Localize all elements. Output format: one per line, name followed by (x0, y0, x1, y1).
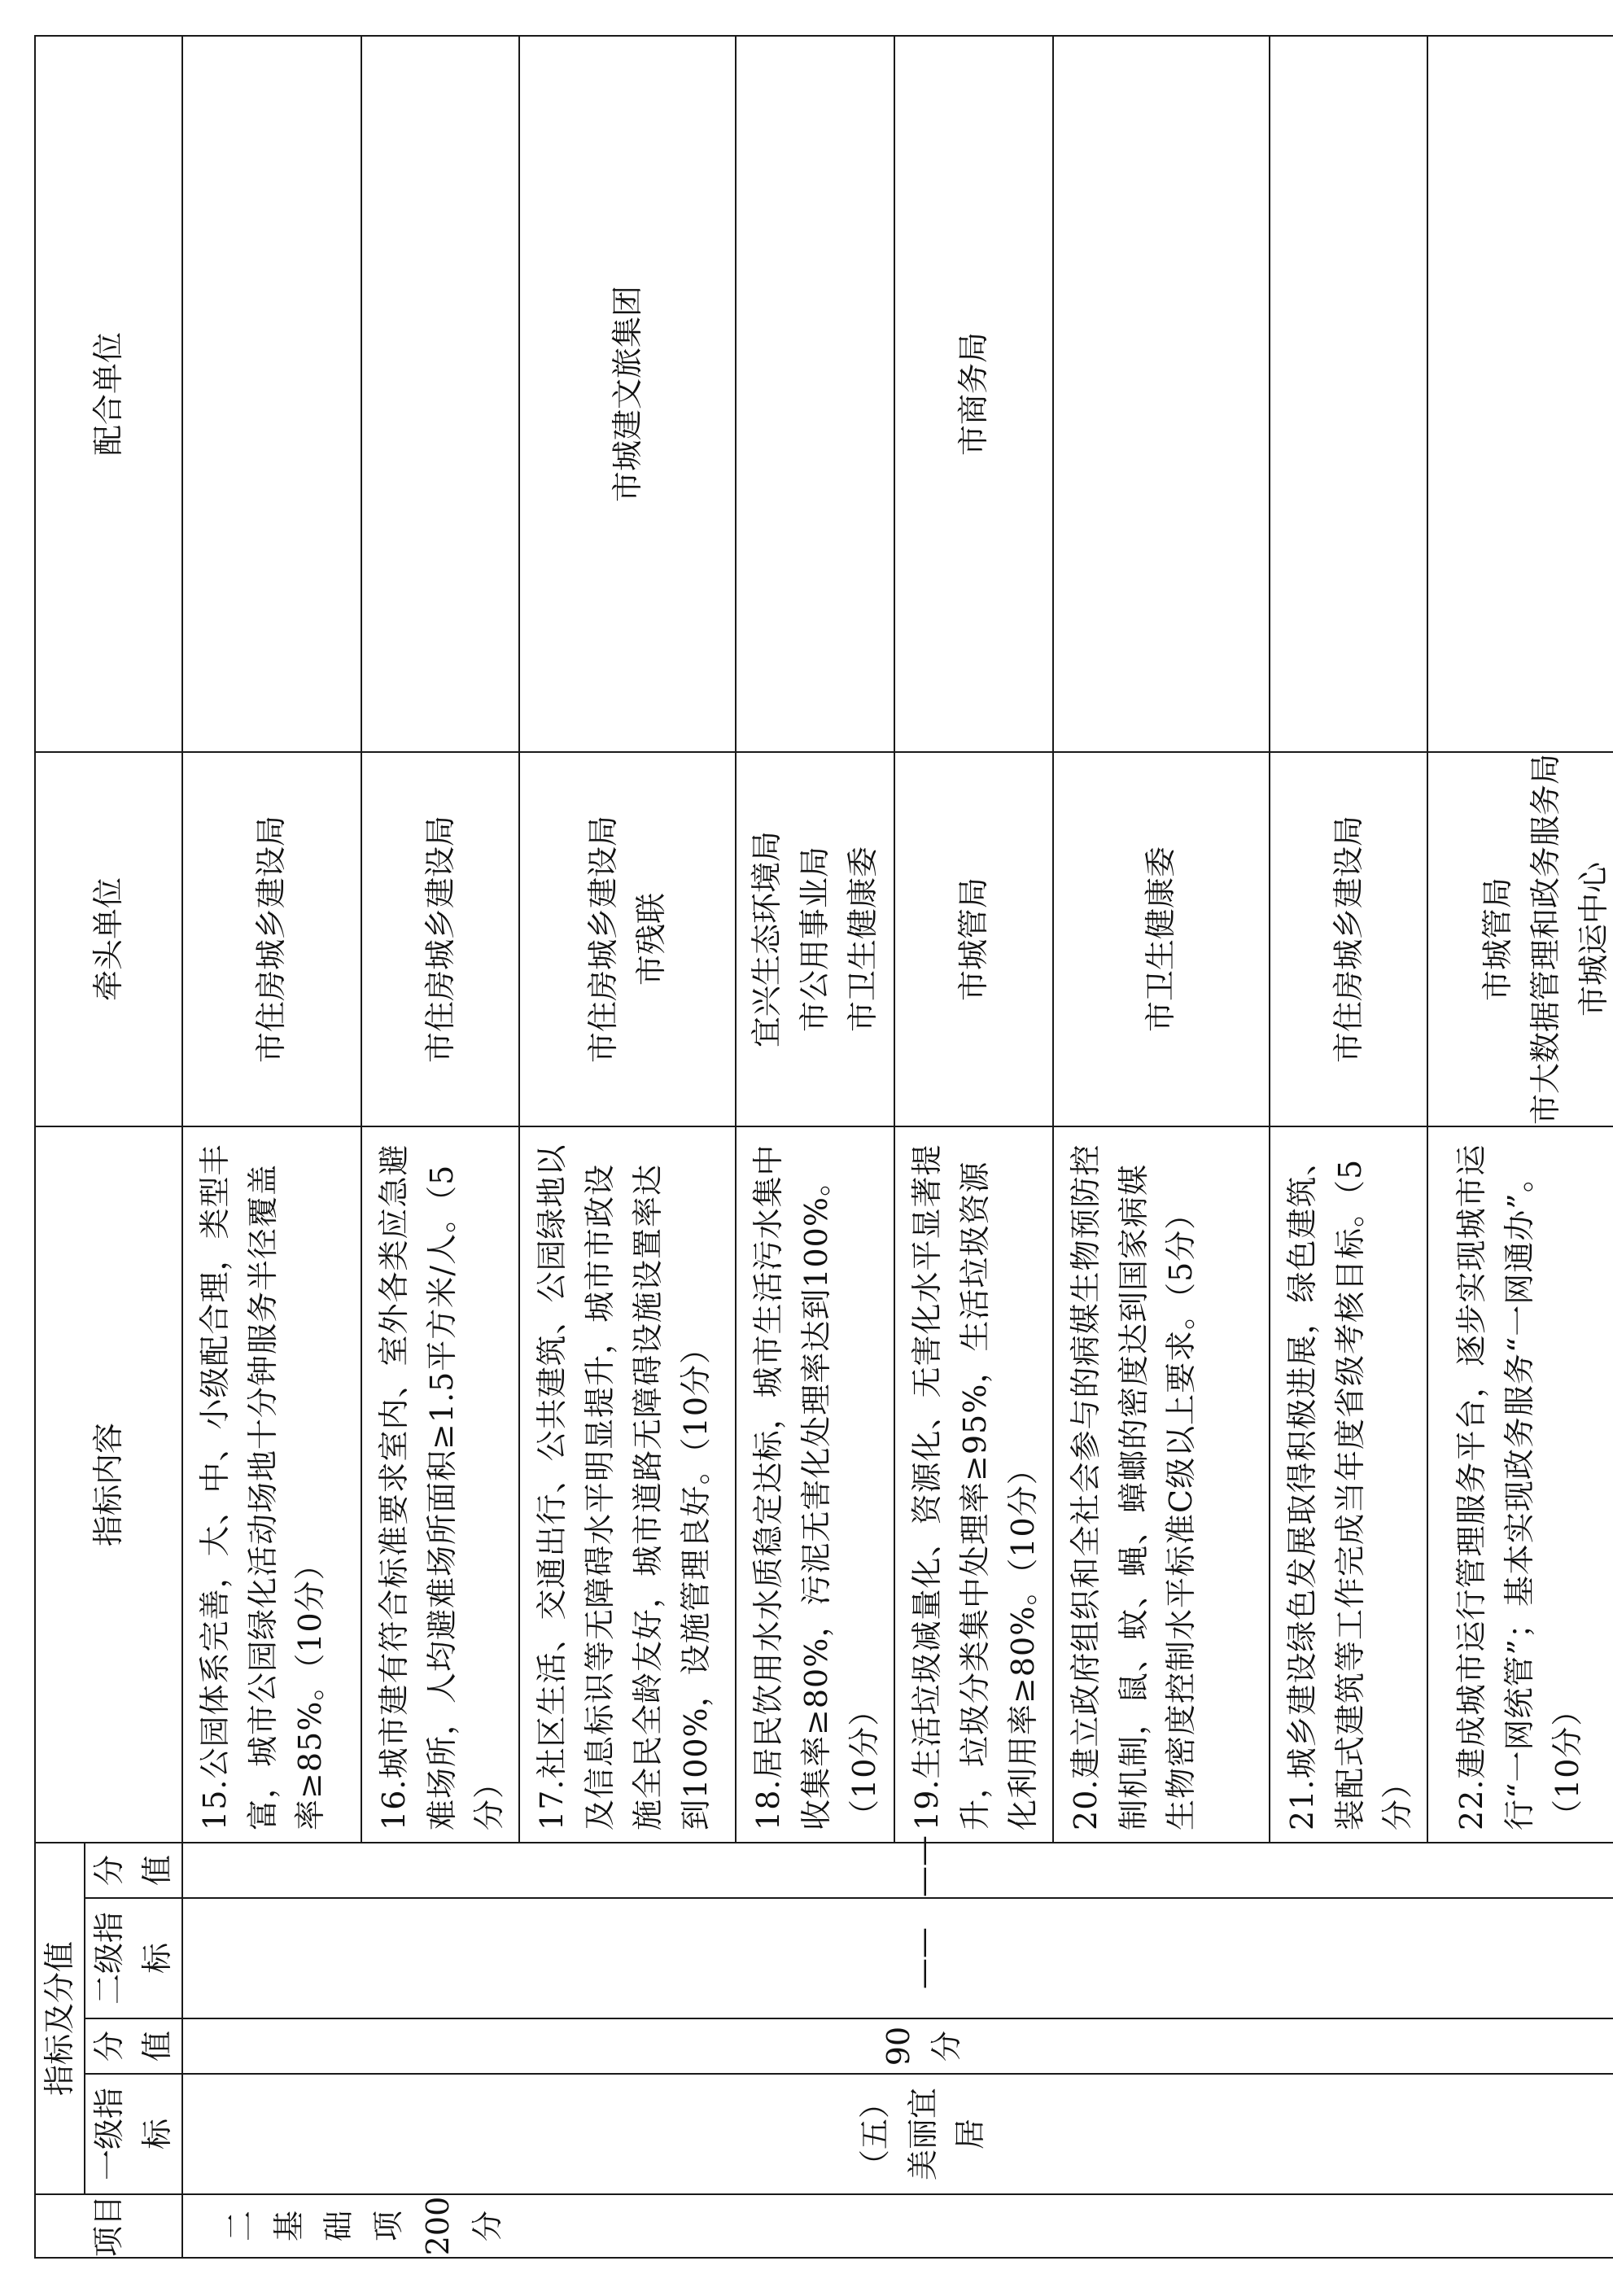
header-content: 指标内容 (35, 1126, 182, 1843)
lead-21: 市住房城乡建设局 (1270, 752, 1428, 1126)
header-level2: 二级指标 (85, 1898, 182, 2018)
lead-19: 市城管局 (894, 752, 1053, 1126)
content-16: 16.城市建有符合标准要求室内、室外各类应急避难场所，人均避难场所面积≥1.5平方米/人。（5分） (361, 1126, 520, 1843)
level1-cell: （五） 美丽宜居 (182, 2074, 1613, 2194)
content-17: 17.社区生活、交通出行、公共建筑、公园绿地以及信息标识等无障碍水平明显提升，城市市政设施全民全龄友好，城市道路无障碍设施设置率达到100%，设施管理良好。（10分） (519, 1126, 736, 1843)
header-score2: 分值 (85, 1843, 182, 1898)
assist-15 (182, 36, 361, 752)
assist-20 (1053, 36, 1270, 752)
assist-17: 市城建文旅集团 (519, 36, 736, 752)
content-21: 21.城乡建设绿色发展取得积极进展，绿色建筑、装配式建筑等工作完成当年度省级考核目标。（5分） (1270, 1126, 1428, 1843)
lead-18: 宜兴生态环境局 市公用事业局 市卫生健康委 (736, 752, 894, 1126)
content-15: 15.公园体系完善，大、中、小级配合理，类型丰富，城市公园绿化活动场地十分钟服务半径覆盖率≥85%。（10分） (182, 1126, 361, 1843)
header-indicator-and-score: 指标及分值 (35, 1843, 85, 2194)
assist-21 (1270, 36, 1428, 752)
level2-cell: —— (182, 1898, 1613, 2018)
table-row (182, 36, 361, 2258)
header-row-1 (35, 36, 85, 2258)
assist-16 (361, 36, 520, 752)
content-20: 20.建立政府组织和全社会参与的病媒生物预防控制机制，鼠、蚊、蝇、蟑螂的密度达到国家病媒生物密度控制水平标准C级以上要求。（5分） (1053, 1126, 1270, 1843)
level2-score: —— (182, 1843, 1613, 1898)
indicator-table (34, 35, 1613, 2259)
header-project: 项目 (35, 2194, 182, 2258)
level1-score: 90分 (182, 2018, 1613, 2074)
assist-19: 市商务局 (894, 36, 1053, 752)
lead-16: 市住房城乡建设局 (361, 752, 520, 1126)
content-18: 18.居民饮用水水质稳定达标，城市生活污水集中收集率≥80%，污泥无害化处理率达到100%。（10分） (736, 1126, 894, 1843)
assist-22 (1427, 36, 1613, 752)
lead-20: 市卫生健康委 (1053, 752, 1270, 1126)
content-19: 19.生活垃圾减量化、资源化、无害化水平显著提升，垃圾分类集中处理率≥95%，生活垃圾资源化利用率≥80%。（10分） (894, 1126, 1053, 1843)
lead-22: 市城管局 市大数据管理和政务服务局 市城运中心 (1427, 752, 1613, 1126)
lead-15: 市住房城乡建设局 (182, 752, 361, 1126)
header-level1: 一级指标 (85, 2074, 182, 2194)
content-22: 22.建成城市运行管理服务平台，逐步实现城市运行“一网统管”；基本实现政务服务“一网通办”。（10分） (1427, 1126, 1613, 1843)
rotated-page (34, 37, 1611, 2259)
lead-17: 市住房城乡建设局 市残联 (519, 752, 736, 1126)
assist-18 (736, 36, 894, 752)
header-assist-unit: 配合单位 (35, 36, 182, 752)
header-score1: 分值 (85, 2018, 182, 2074)
project-cell: 二 基 础 项 200 分 (182, 2194, 1613, 2258)
header-lead-unit: 牵头单位 (35, 752, 182, 1126)
